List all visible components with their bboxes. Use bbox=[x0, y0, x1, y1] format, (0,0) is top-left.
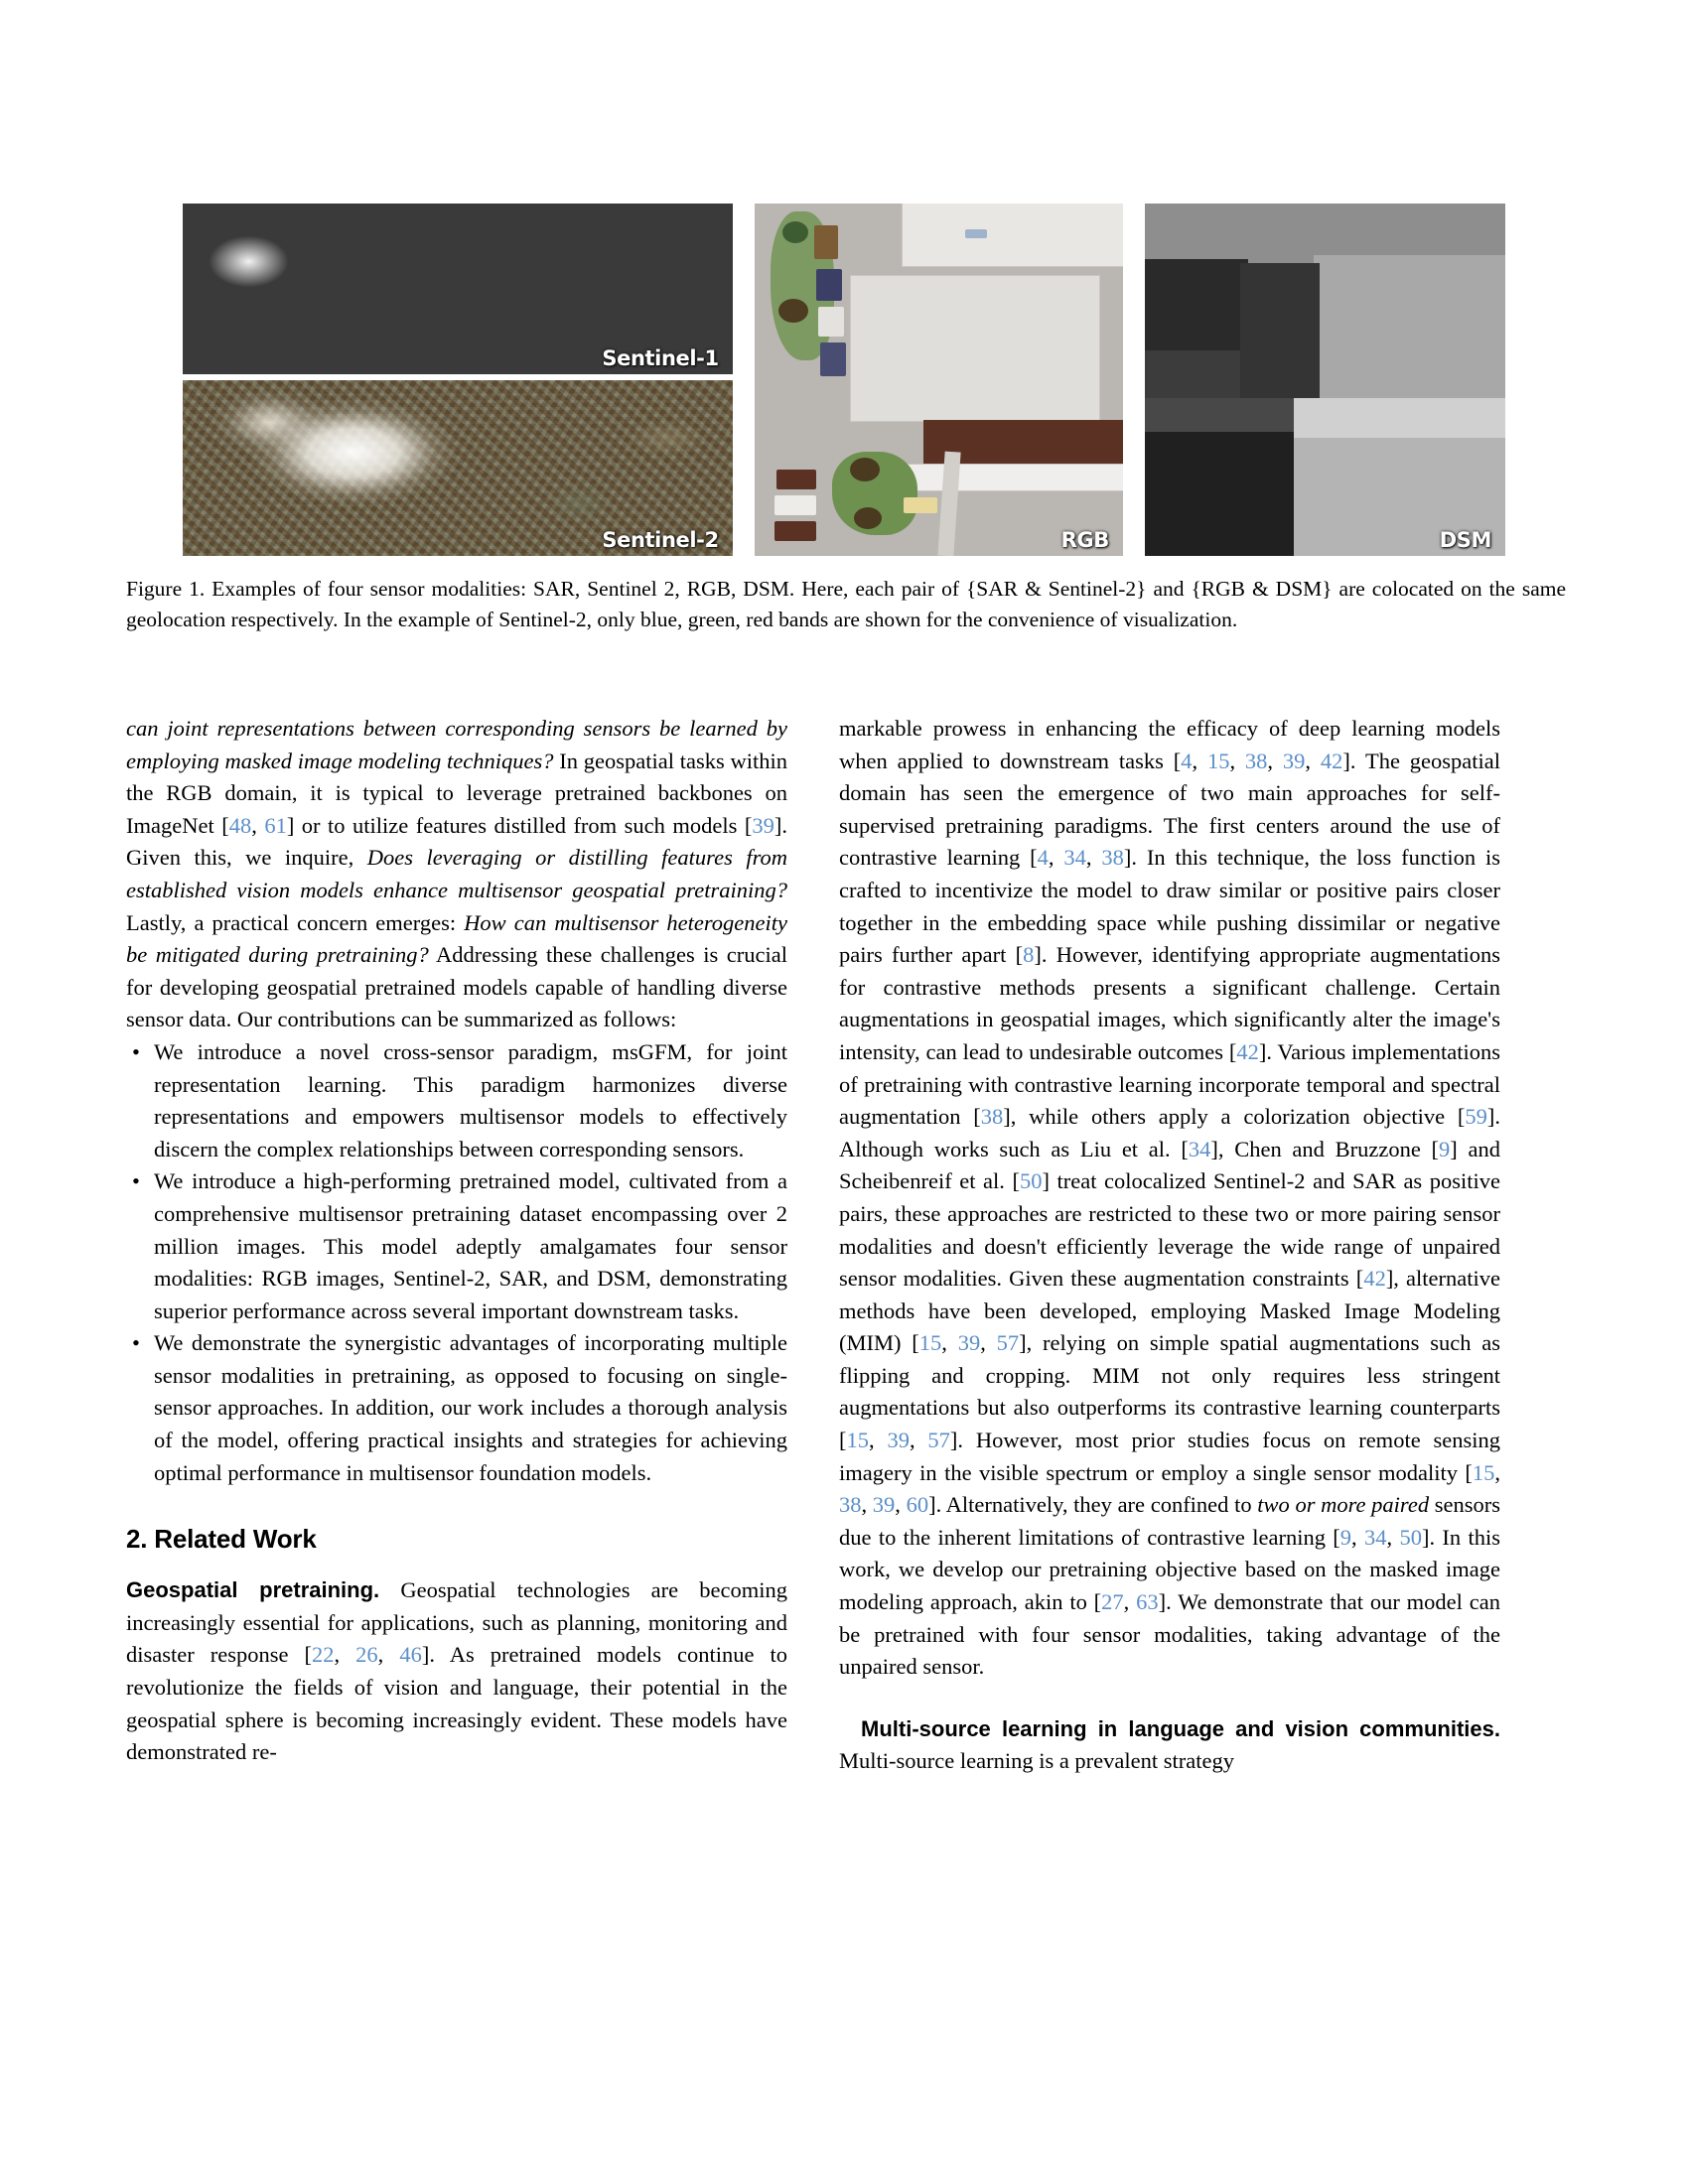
citation-61[interactable]: 61 bbox=[264, 812, 287, 838]
rp-t27: ]. Alternatively, they are confined to bbox=[928, 1492, 1258, 1518]
citation-34b[interactable]: 34 bbox=[1188, 1136, 1211, 1161]
rq-3: How can multisensor heterogeneity be mitigated during pretraining? bbox=[126, 909, 788, 968]
run-in-heading-geospatial-pretraining: Geospatial pretraining. bbox=[126, 1577, 380, 1603]
rp-t1: markable prowess in enhancing the efficacy of deep learning models when applied to downstream tasks [ bbox=[839, 716, 1500, 773]
rp-t24: , bbox=[1494, 1459, 1500, 1485]
rgb-car-6 bbox=[776, 470, 816, 489]
rgb-car-3 bbox=[818, 307, 844, 337]
citation-50a[interactable]: 50 bbox=[1019, 1168, 1043, 1194]
figure-panel-dsm bbox=[1145, 204, 1505, 556]
citation-4b[interactable]: 4 bbox=[1037, 845, 1049, 871]
rp-t20: ], relying on simple spatial augmentations such as flipping and cropping. MIM not only requires less stringent augmentations but also outperforms its contrastive learning counterparts [ bbox=[839, 1330, 1500, 1453]
rp-t17: ], alternative methods have been developed, employing Masked Image Modeling (MIM) [ bbox=[839, 1266, 1501, 1356]
gp-t1: Geospatial technologies are becoming increasingly essential for applications, such as planning, monitoring and disaster response [ bbox=[126, 1577, 787, 1668]
rp-t29: , bbox=[1351, 1524, 1364, 1550]
figure-caption: Figure 1. Examples of four sensor modalities: SAR, Sentinel 2, RGB, DSM. Here, each pair of {SAR & Sentinel-2} and {RGB & DSM} are colocated on the same geolocation respectively. In the example of Sentinel-2, only blue, green, red bands are shown for the convenience of visualization. bbox=[126, 577, 1566, 631]
citation-39c[interactable]: 39 bbox=[887, 1428, 910, 1453]
lp1-t1: In geospatial tasks within the RGB domain, it is typical to leverage pretrained backbones on ImageNet [ bbox=[126, 748, 787, 838]
citation-15c[interactable]: 15 bbox=[846, 1428, 869, 1453]
citation-38d[interactable]: 38 bbox=[839, 1492, 862, 1518]
figure-left-stack bbox=[183, 204, 733, 556]
rp-t9: ]. In this technique, the loss function is crafted to incentivize the model to draw similar or positive pairs closer together in the embedding space while pushing dissimilar or negative pairs further apart [ bbox=[839, 845, 1500, 968]
citation-15b[interactable]: 15 bbox=[918, 1330, 942, 1356]
rp-t10: ]. However, identifying appropriate augmentations for contrastive methods presents a significant challenge. Certain augmentations in geospatial images, which significantly alter the image's intensity, can lead to undesirable outcomes [ bbox=[839, 942, 1500, 1064]
citation-34c[interactable]: 34 bbox=[1364, 1524, 1387, 1550]
rgb-building-top bbox=[902, 204, 1123, 267]
rp-t12: ], while others apply a colorization objective [ bbox=[1003, 1104, 1466, 1130]
rp-t5: , bbox=[1305, 748, 1321, 773]
column-right bbox=[839, 713, 1500, 1778]
paragraph-spacer bbox=[839, 1684, 1500, 1713]
paragraph-research-questions bbox=[126, 713, 787, 1036]
citation-15d[interactable]: 15 bbox=[1472, 1459, 1495, 1485]
rgb-car-4 bbox=[820, 342, 846, 376]
rp-t31: ]. In this work, we develop our pretraining objective based on the masked image modeling approach, akin to [ bbox=[839, 1524, 1501, 1615]
gp-t4: ]. As pretrained models continue to revolutionize the fields of vision and language, their potential in the geospatial sphere is becoming increasingly evident. These models have demonstrated re- bbox=[126, 1642, 788, 1765]
section-heading-related-work: 2. Related Work bbox=[126, 1524, 317, 1555]
citation-26[interactable]: 26 bbox=[355, 1642, 378, 1668]
rgb-tree-1 bbox=[782, 221, 808, 243]
citation-27[interactable]: 27 bbox=[1101, 1589, 1124, 1615]
citation-39b[interactable]: 39 bbox=[957, 1330, 981, 1356]
citation-9b[interactable]: 9 bbox=[1339, 1524, 1352, 1550]
citation-50b[interactable]: 50 bbox=[1399, 1524, 1422, 1550]
figure-1 bbox=[183, 204, 1505, 556]
ms-t1: Multi-source learning is a prevalent strategy bbox=[839, 1748, 1234, 1774]
lp1-t2: , bbox=[251, 812, 265, 838]
gp-t3: , bbox=[377, 1642, 400, 1668]
rp-t32: , bbox=[1123, 1589, 1137, 1615]
citation-46[interactable]: 46 bbox=[399, 1642, 422, 1668]
dsm-high-right bbox=[1314, 255, 1505, 402]
rp-t4: , bbox=[1267, 748, 1283, 773]
rp-t16: ] treat colocalized Sentinel-2 and SAR as positive pairs, these approaches are restricted to these two or more pairing sensor modalities and doesn't efficiently leverage the wide range of unpaired sensor modalities. Given these augmentation constraints [ bbox=[839, 1168, 1500, 1292]
citation-9a[interactable]: 9 bbox=[1439, 1136, 1451, 1161]
rp-t21: , bbox=[869, 1428, 888, 1453]
citation-39d[interactable]: 39 bbox=[872, 1492, 896, 1518]
rp-t15: ] and Scheibenreif et al. [ bbox=[839, 1136, 1500, 1194]
emphasis-two-or-more-paired: two or more paired bbox=[1257, 1492, 1430, 1518]
rp-t18: , bbox=[941, 1330, 958, 1356]
citation-34a[interactable]: 34 bbox=[1063, 845, 1086, 871]
lp1-t5: Lastly, a practical concern emerges: bbox=[126, 909, 465, 935]
lp1-t4: ]. Given this, we inquire, bbox=[126, 812, 788, 871]
citation-38a[interactable]: 38 bbox=[1244, 748, 1268, 773]
rgb-car-1 bbox=[814, 225, 838, 259]
figure-panel-rgb bbox=[755, 204, 1123, 556]
dsm-low-left bbox=[1145, 259, 1248, 350]
citation-59[interactable]: 59 bbox=[1465, 1104, 1487, 1130]
rp-t13: ]. Although works such as Liu et al. [ bbox=[839, 1104, 1500, 1161]
citation-38b[interactable]: 38 bbox=[1101, 845, 1124, 871]
gp-t2: , bbox=[334, 1642, 356, 1668]
rp-t6: ]. The geospatial domain has seen the emergence of two main approaches for self-supervised pretraining paradigms. The first centers around the use of contrastive learning [ bbox=[839, 748, 1501, 871]
citation-15a[interactable]: 15 bbox=[1206, 748, 1230, 773]
figure-panel-sentinel1 bbox=[183, 204, 733, 374]
rgb-car-8 bbox=[774, 521, 816, 541]
lp1-t3: ] or to utilize features distilled from such models [ bbox=[286, 812, 753, 838]
rp-t26: , bbox=[895, 1492, 907, 1518]
citation-57b[interactable]: 57 bbox=[927, 1428, 950, 1453]
paragraph-geospatial-pretraining bbox=[126, 1574, 787, 1769]
rp-t3: , bbox=[1229, 748, 1245, 773]
paragraph-multi-source-learning bbox=[839, 1713, 1500, 1778]
rq-1: can joint representations between corresponding sensors be learned by employing masked image modeling techniques? bbox=[126, 716, 787, 773]
citation-60[interactable]: 60 bbox=[906, 1492, 929, 1518]
rp-t28: sensors due to the inherent limitations of contrastive learning [ bbox=[839, 1492, 1501, 1550]
rp-t2: , bbox=[1192, 748, 1207, 773]
rgb-tree-2 bbox=[778, 299, 808, 323]
panel-label-rgb: RGB bbox=[1060, 528, 1109, 552]
citation-57a[interactable]: 57 bbox=[996, 1330, 1020, 1356]
rp-t7: , bbox=[1048, 845, 1064, 871]
rgb-car-7 bbox=[774, 495, 816, 515]
figure-panel-sentinel2 bbox=[183, 380, 733, 556]
citation-42b[interactable]: 42 bbox=[1236, 1038, 1259, 1064]
citation-39a[interactable]: 39 bbox=[1282, 748, 1306, 773]
rp-t14: ], Chen and Bruzzone [ bbox=[1210, 1136, 1440, 1161]
rgb-tree-4 bbox=[854, 507, 882, 529]
rgb-building-main bbox=[850, 275, 1100, 422]
rq-2: Does leveraging or distilling features from established vision models enhance multisensor geospatial pretraining? bbox=[126, 845, 787, 902]
contributions-list bbox=[126, 1036, 787, 1489]
column-left bbox=[126, 713, 787, 1769]
dsm-mid-left bbox=[1240, 263, 1320, 412]
rp-t33: ]. We demonstrate that our model can be pretrained with four sensor modalities, taking advantage of the unpaired sensor. bbox=[839, 1589, 1500, 1680]
rgb-car-9 bbox=[904, 497, 937, 513]
citation-42c[interactable]: 42 bbox=[1363, 1266, 1386, 1292]
citation-4a[interactable]: 4 bbox=[1181, 748, 1193, 773]
paragraph-self-supervised-overview bbox=[839, 713, 1500, 1684]
citation-38c[interactable]: 38 bbox=[980, 1104, 1004, 1130]
panel-label-dsm: DSM bbox=[1439, 528, 1491, 552]
rgb-car-5 bbox=[965, 229, 987, 238]
rp-t8: , bbox=[1085, 845, 1102, 871]
rgb-tree-3 bbox=[850, 458, 880, 481]
rgb-building-strip bbox=[904, 464, 1123, 491]
citation-39[interactable]: 39 bbox=[752, 812, 774, 838]
rp-t11: ]. Various implementations of pretraining with contrastive learning incorporate temporal and spectral augmentation [ bbox=[839, 1038, 1500, 1130]
run-in-heading-multi-source: Multi-source learning in language and vision communities. bbox=[861, 1715, 1500, 1741]
citation-63[interactable]: 63 bbox=[1136, 1589, 1159, 1615]
list-item: • We introduce a high-performing pretrained model, cultivated from a comprehensive multisensor pretraining dataset encompassing over 2 million images. This model adeptly amalgamates four sensor modalities: RGB images, Sentinel-2, SAR, and DSM, demonstrating superior performance across several important downstream tasks. bbox=[126, 1165, 787, 1327]
rp-t25: , bbox=[861, 1492, 873, 1518]
rp-t30: , bbox=[1386, 1524, 1400, 1550]
citation-42a[interactable]: 42 bbox=[1320, 748, 1343, 773]
rp-t23: ]. However, most prior studies focus on remote sensing imagery in the visible spectrum or employ a single sensor modality [ bbox=[839, 1428, 1500, 1485]
panel-label-sentinel2: Sentinel-2 bbox=[602, 528, 719, 552]
list-item: • We introduce a novel cross-sensor paradigm, msGFM, for joint representation learning. This paradigm harmonizes diverse representations and empowers multisensor models to effectively discern the complex relationships between corresponding sensors. bbox=[126, 1036, 787, 1165]
rp-t22: , bbox=[909, 1428, 928, 1453]
rgb-car-2 bbox=[816, 269, 842, 301]
lp1-t6: Addressing these challenges is crucial for developing geospatial pretrained models capable of handling diverse sensor data. Our contributions can be summarized as follows: bbox=[126, 942, 787, 1032]
dsm-high-ridge bbox=[1294, 398, 1505, 438]
citation-8[interactable]: 8 bbox=[1023, 942, 1035, 968]
rp-t19: , bbox=[980, 1330, 997, 1356]
citation-48[interactable]: 48 bbox=[228, 812, 252, 838]
citation-22[interactable]: 22 bbox=[312, 1642, 335, 1668]
list-item: • We demonstrate the synergistic advantages of incorporating multiple sensor modalities in pretraining, as opposed to focusing on single-sensor approaches. In addition, our work includes a thorough analysis of the model, offering practical insights and strategies for achieving optimal performance in multisensor foundation models. bbox=[126, 1327, 787, 1489]
panel-label-sentinel1: Sentinel-1 bbox=[602, 346, 719, 370]
